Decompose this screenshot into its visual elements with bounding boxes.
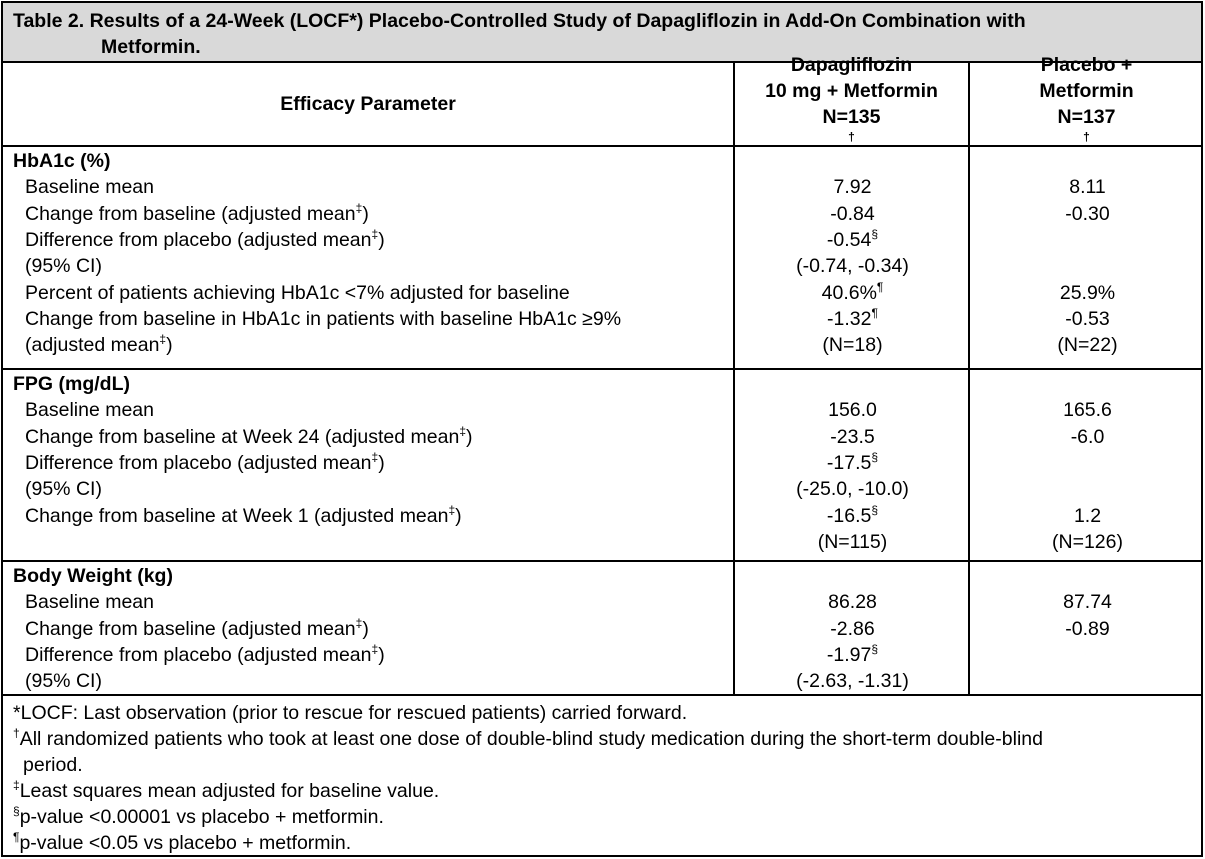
row-label-text: Difference from placebo (adjusted mean: [25, 451, 372, 474]
dapagliflozin-value: [735, 397, 970, 423]
header-col2-line3: N=137 †: [1057, 106, 1116, 144]
header-col2-line1: Placebo +: [1040, 54, 1133, 76]
footnote-mark: ‡: [459, 423, 467, 438]
footnote-mark: ‡: [371, 641, 379, 656]
dapagliflozin-value-text: -0.54: [826, 228, 872, 251]
placebo-value: -0.30: [1065, 202, 1110, 225]
row-label: [25, 589, 154, 615]
section-heading: FPG (mg/dL): [13, 373, 130, 395]
table-title-line2: Metformin.: [101, 36, 201, 58]
header-col1-line1: Dapagliflozin: [790, 54, 913, 76]
placebo-value: -6.0: [1070, 425, 1105, 448]
row-label-text: Change from baseline at Week 24 (adjusted mean: [25, 425, 460, 448]
row-label-text: (95% CI): [25, 670, 102, 693]
footnote-mark: §: [871, 226, 879, 241]
row-label-close: ): [362, 617, 369, 640]
placebo-value: (N=126): [1052, 530, 1123, 553]
table-title-line1: Table 2. Results of a 24-Week (LOCF*) Placebo-Controlled Study of Dapagliflozin in Add-On Combination with: [13, 10, 1026, 32]
results-table: [1, 1, 1203, 857]
row-label-text: Baseline mean: [25, 591, 154, 614]
footnote-symbol: *: [13, 702, 21, 724]
row-label: [25, 280, 570, 306]
dapagliflozin-value: [735, 503, 970, 529]
header-col1-line3: N=135 †: [822, 106, 881, 144]
row-label: [25, 616, 369, 642]
section-heading: Body Weight (kg): [13, 565, 173, 587]
placebo-value: 1.2: [1073, 504, 1102, 527]
row-divider: [3, 145, 1201, 147]
footnote: [13, 830, 1191, 856]
dapagliflozin-value: [735, 616, 970, 642]
row-label: [25, 668, 102, 694]
row-label-close: ): [362, 202, 369, 225]
row-label-close: ): [378, 228, 385, 251]
footnote-mark: ‡: [371, 449, 379, 464]
section-heading: HbA1c (%): [13, 150, 111, 172]
row-label-text: Change from baseline (adjusted mean: [25, 617, 356, 640]
row-label: [25, 201, 369, 227]
footnote-mark: ‡: [355, 200, 363, 215]
dapagliflozin-value: [735, 424, 970, 450]
dapagliflozin-value: [735, 450, 970, 476]
row-label-text: Baseline mean: [25, 176, 154, 199]
footnote-text: All randomized patients who took at least one dose of double-blind study medication during the short-term double-blind: [19, 728, 1043, 750]
footnote: [13, 778, 1191, 804]
row-label: [25, 174, 154, 200]
placebo-value: 165.6: [1063, 399, 1112, 422]
dapagliflozin-value: [735, 529, 970, 555]
header-col2-line2: Metformin: [1039, 80, 1134, 102]
footnote-text: p-value <0.05 vs placebo + metformin.: [19, 832, 352, 854]
footnotes: [3, 696, 1201, 856]
row-label: [25, 450, 385, 476]
table-title: [3, 3, 1201, 63]
dapagliflozin-value: [735, 642, 970, 668]
footnote-mark: ¶: [871, 305, 878, 320]
row-label: [25, 397, 154, 423]
placebo-value: 87.74: [1063, 591, 1112, 614]
dapagliflozin-value: [735, 589, 970, 615]
footnote-mark: §: [871, 641, 879, 656]
header-col1-line2: 10 mg + Metformin: [765, 80, 938, 102]
header-efficacy-parameter-label: Efficacy Parameter: [280, 93, 456, 115]
row-label-text: Change from baseline in HbA1c in patients with baseline HbA1c ≥9%: [25, 307, 622, 330]
table-body: [3, 54, 1201, 696]
row-label-text: Percent of patients achieving HbA1c <7% adjusted for baseline: [25, 281, 570, 304]
dapagliflozin-value-text: 40.6%: [821, 281, 877, 304]
row-label: [25, 332, 173, 358]
footnote-mark: §: [871, 502, 879, 517]
dapagliflozin-value-text: (N=18): [822, 334, 883, 357]
row-label: [25, 306, 621, 332]
row-label-text: Change from baseline (adjusted mean: [25, 202, 356, 225]
footnote-symbol: ‡: [13, 778, 20, 792]
row-label-close: ): [378, 451, 385, 474]
footnote-symbol: ¶: [13, 830, 20, 844]
footnote-text: LOCF: Last observation (prior to rescue for rescued patients) carried forward.: [20, 702, 688, 724]
row-label-text: (adjusted mean: [25, 334, 160, 357]
row-label-close: ): [466, 425, 473, 448]
dapagliflozin-value-text: (-25.0, -10.0): [796, 478, 909, 501]
row-label: [25, 476, 102, 502]
placebo-value: -0.53: [1065, 307, 1110, 330]
footnote: [13, 700, 1191, 726]
placebo-value: (N=22): [1057, 334, 1118, 357]
dapagliflozin-value-text: (-2.63, -1.31): [796, 670, 909, 693]
footnote-text: Least squares mean adjusted for baseline value.: [19, 780, 440, 802]
dapagliflozin-value-text: -16.5: [826, 504, 872, 527]
row-label-text: Difference from placebo (adjusted mean: [25, 643, 372, 666]
dapagliflozin-value: [735, 227, 970, 253]
row-label-text: Baseline mean: [25, 399, 154, 422]
dapagliflozin-value: [735, 174, 970, 200]
footnote-continuation: period.: [23, 754, 83, 776]
footnote: [13, 726, 1191, 752]
footnote-mark: ¶: [876, 279, 884, 294]
dapagliflozin-value-text: -1.97: [826, 643, 872, 666]
footnote: [13, 804, 1191, 830]
footnote-mark: ‡: [371, 226, 379, 241]
dapagliflozin-value-text: 156.0: [828, 399, 877, 422]
dapagliflozin-value-text: (N=115): [817, 530, 888, 553]
row-divider: [3, 368, 1201, 370]
row-label-text: Change from baseline at Week 1 (adjusted mean: [25, 504, 449, 527]
dapagliflozin-value-text: -23.5: [830, 425, 875, 448]
header-dapagliflozin: [735, 54, 968, 145]
row-label: [25, 503, 462, 529]
row-label: [25, 642, 385, 668]
placebo-value: -0.89: [1065, 617, 1110, 640]
footnote-text: p-value <0.00001 vs placebo + metformin.: [19, 806, 384, 828]
header-placebo: [970, 54, 1203, 145]
footnote-symbol: †: [13, 726, 20, 740]
row-label-close: ): [378, 643, 385, 666]
footnote-mark: ‡: [355, 615, 363, 630]
row-label-close: ): [166, 334, 173, 357]
header-efficacy-parameter: [3, 63, 733, 145]
row-label: [25, 227, 385, 253]
placebo-value: 25.9%: [1059, 281, 1116, 304]
dapagliflozin-value-text: 86.28: [828, 591, 877, 614]
dapagliflozin-value: [735, 668, 970, 694]
footnote-mark: ‡: [159, 332, 167, 347]
dapagliflozin-value-text: -2.86: [830, 617, 875, 640]
dapagliflozin-value-text: 7.92: [833, 176, 872, 199]
dapagliflozin-value-text: -1.32: [827, 307, 872, 330]
dapagliflozin-value: [735, 253, 970, 279]
footnote-symbol: §: [13, 804, 20, 818]
footnote-mark: ‡: [448, 502, 456, 517]
row-divider: [3, 560, 1201, 562]
dapagliflozin-value: [735, 332, 970, 358]
row-label-text: Difference from placebo (adjusted mean: [25, 228, 372, 251]
row-label: [25, 253, 102, 279]
dapagliflozin-value: [735, 280, 970, 306]
footnote-mark: §: [871, 449, 879, 464]
dapagliflozin-value-text: -0.84: [830, 202, 875, 225]
row-label: [25, 424, 473, 450]
row-label-close: ): [455, 504, 462, 527]
placebo-value: 8.11: [1069, 176, 1106, 199]
dapagliflozin-value: [735, 306, 970, 332]
dapagliflozin-value: [735, 201, 970, 227]
dapagliflozin-value-text: (-0.74, -0.34): [796, 255, 909, 278]
dapagliflozin-value-text: -17.5: [826, 451, 872, 474]
dapagliflozin-value: [735, 476, 970, 502]
row-label-text: (95% CI): [25, 255, 102, 278]
row-label-text: (95% CI): [25, 478, 102, 501]
